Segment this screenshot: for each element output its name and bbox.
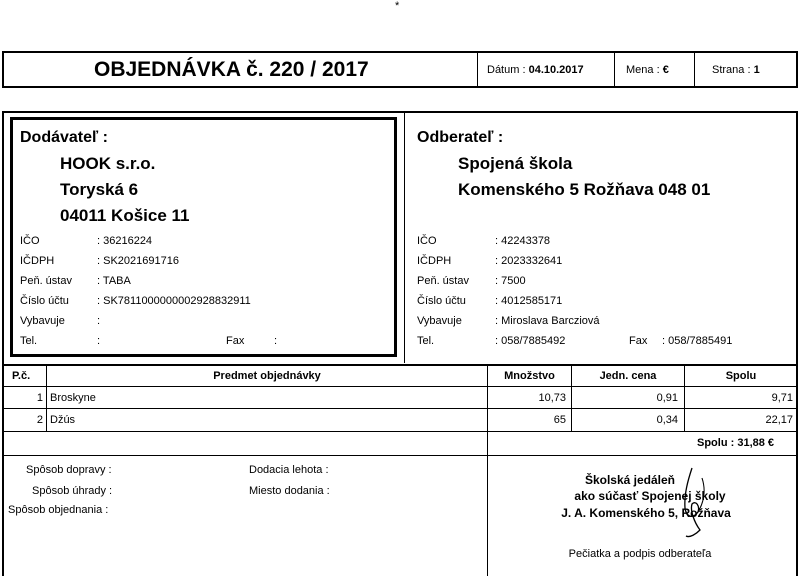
date-value: 04.10.2017: [528, 64, 584, 76]
supplier-handler-label: Vybavuje: [20, 315, 65, 327]
supplier-fax-value: :: [274, 335, 278, 347]
supplier-name: HOOK s.r.o.: [60, 154, 156, 173]
customer-tel-label: Tel.: [417, 335, 435, 347]
stamp-line-2: ako súčasť Spojenej školy: [574, 489, 726, 503]
customer-handler-label: Vybavuje: [417, 315, 462, 327]
row-qty: 65: [553, 414, 566, 426]
col-header-unit-price: Jedn. cena: [599, 370, 657, 382]
top-mark: *: [395, 0, 400, 12]
payment-label: Spôsob úhrady :: [32, 485, 113, 497]
sum-label: Spolu :: [697, 437, 735, 449]
currency-field: [626, 64, 669, 76]
col-header-total: Spolu: [725, 370, 757, 382]
customer-name: Spojená škola: [458, 154, 573, 173]
customer-handler-value: : Miroslava Barcziová: [495, 315, 600, 327]
customer-icdph-label: IČDPH: [417, 255, 452, 267]
row-item: Broskyne: [50, 392, 96, 404]
supplier-ico-label: IČO: [20, 235, 40, 247]
date-field: [487, 64, 584, 76]
row-unit-price: 0,91: [656, 392, 678, 404]
customer-ico-label: IČO: [417, 235, 437, 247]
supplier-heading: Dodávateľ :: [20, 129, 108, 146]
page-label: Strana :: [712, 64, 751, 76]
page-field: [712, 64, 760, 76]
row-pc: 2: [36, 414, 43, 426]
row-pc: 1: [36, 392, 43, 404]
supplier-bank-label: Peň. ústav: [20, 275, 72, 287]
supplier-city: 04011 Košice 11: [60, 206, 190, 225]
supplier-ico-value: : 36216224: [97, 235, 153, 247]
order-sum: [697, 437, 774, 449]
order-method-label: Spôsob objednania :: [8, 504, 109, 516]
transport-label: Spôsob dopravy :: [26, 464, 112, 476]
supplier-bank-value: : TABA: [97, 275, 131, 287]
customer-fax-label: Fax: [629, 335, 648, 347]
order-title: OBJEDNÁVKA č. 220 / 2017: [94, 58, 369, 81]
customer-icdph-value: : 2023332641: [495, 255, 563, 267]
signature-icon: [640, 460, 720, 540]
signature-caption: Pečiatka a podpis odberateľa: [568, 548, 712, 560]
stamp-line-1: Školská jedáleň: [584, 473, 676, 487]
customer-ico-value: : 42243378: [495, 235, 551, 247]
customer-heading: Odberateľ :: [417, 129, 504, 146]
col-header-qty: Množstvo: [504, 370, 555, 382]
row-total: 9,71: [771, 392, 793, 404]
stamp-line-3: J. A. Komenského 5, Rožňava: [561, 506, 731, 520]
customer-account-value: : 4012585171: [495, 295, 563, 307]
col-header-pc: P.č.: [12, 370, 31, 382]
customer-tel-value: : 058/7885492: [495, 335, 566, 347]
supplier-fax-label: Fax: [226, 335, 245, 347]
customer-account-label: Číslo účtu: [417, 295, 466, 307]
supplier-tel-label: Tel.: [20, 335, 38, 347]
row-total: 22,17: [765, 414, 793, 426]
customer-address: Komenského 5 Rožňava 048 01: [458, 180, 711, 199]
delivery-term-label: Dodacia lehota :: [249, 464, 329, 476]
page-value: 1: [753, 64, 760, 76]
customer-bank-value: : 7500: [495, 275, 526, 287]
currency-value: €: [662, 64, 669, 76]
supplier-account-value: : SK7811000000002928832911: [97, 295, 251, 307]
supplier-account-label: Číslo účtu: [20, 295, 69, 307]
supplier-handler-value: :: [97, 315, 101, 327]
row-unit-price: 0,34: [656, 414, 678, 426]
supplier-box: [10, 117, 397, 357]
customer-fax-value: : 058/7885491: [662, 335, 733, 347]
supplier-tel-value: :: [97, 335, 101, 347]
supplier-street: Toryská 6: [60, 180, 139, 199]
supplier-icdph-label: IČDPH: [20, 255, 55, 267]
row-qty: 10,73: [538, 392, 566, 404]
sum-value: 31,88 €: [737, 437, 775, 449]
date-label: Dátum :: [487, 64, 526, 76]
delivery-place-label: Miesto dodania :: [249, 485, 330, 497]
col-header-item: Predmet objednávky: [213, 370, 321, 382]
row-item: Džús: [50, 414, 76, 426]
customer-bank-label: Peň. ústav: [417, 275, 469, 287]
currency-label: Mena :: [626, 64, 660, 76]
supplier-icdph-value: : SK2021691716: [97, 255, 179, 267]
